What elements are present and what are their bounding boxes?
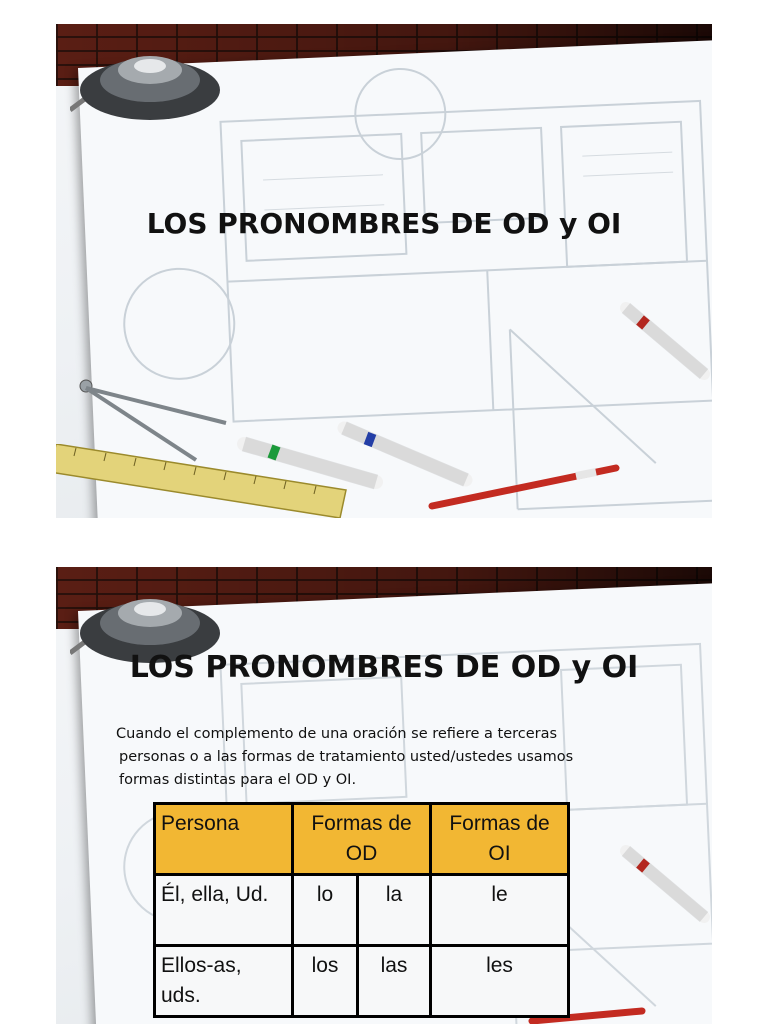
compass-icon bbox=[66, 378, 236, 468]
description-line: Cuando el complemento de una oración se refiere a terceras bbox=[116, 726, 558, 742]
slide-2-title: LOS PRONOMBRES DE OD y OI bbox=[129, 650, 639, 685]
red-pencil-icon bbox=[426, 462, 626, 512]
description-line: personas o a las formas de tratamiento usted/ustedes usamos bbox=[119, 749, 574, 765]
cell-od-feminine: las bbox=[358, 946, 431, 1017]
header-persona: Persona bbox=[155, 804, 293, 875]
cell-persona: Él, ella, Ud. bbox=[155, 875, 293, 946]
cell-od-masculine: lo bbox=[293, 875, 358, 946]
header-formas-oi: Formas de OI bbox=[431, 804, 569, 875]
cell-od-feminine: la bbox=[358, 875, 431, 946]
slide-2 bbox=[56, 567, 712, 1024]
cell-od-masculine: los bbox=[293, 946, 358, 1017]
slide-1 bbox=[56, 24, 712, 518]
pronouns-table bbox=[153, 802, 570, 1018]
cell-oi: les bbox=[431, 946, 569, 1017]
table-header-row bbox=[155, 804, 569, 875]
cell-oi: le bbox=[431, 875, 569, 946]
description-paragraph bbox=[116, 723, 636, 792]
table-row bbox=[155, 875, 569, 946]
slide-1-title: LOS PRONOMBRES DE OD y OI bbox=[146, 207, 622, 240]
cell-persona: Ellos-as, uds. bbox=[155, 946, 293, 1017]
red-marker-icon bbox=[616, 300, 712, 384]
red-marker-icon bbox=[616, 843, 712, 927]
desk-lamp-icon bbox=[70, 30, 230, 130]
description-line: formas distintas para el OD y OI. bbox=[119, 772, 357, 788]
table-row bbox=[155, 946, 569, 1017]
header-formas-od: Formas de OD bbox=[293, 804, 431, 875]
